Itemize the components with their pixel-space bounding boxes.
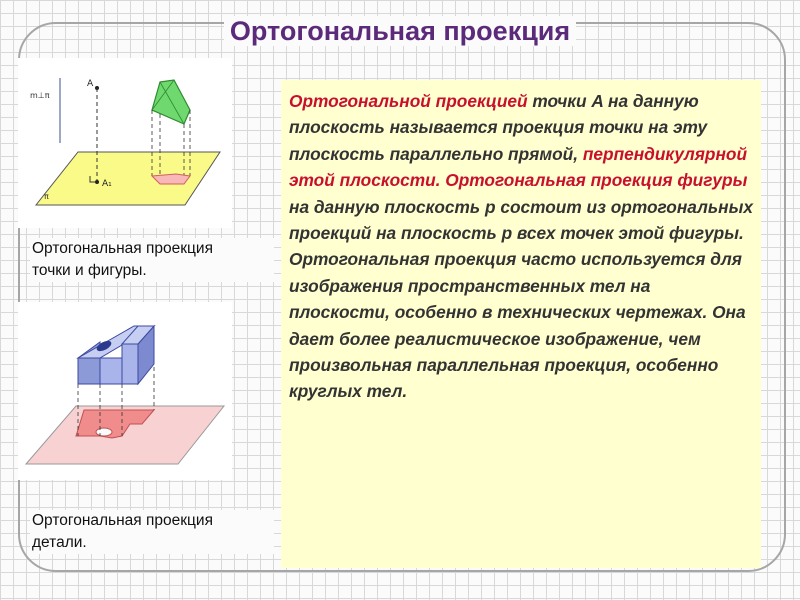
label-point-a1: A₁ <box>102 179 112 189</box>
figure-1-caption-line-1: Ортогональная проекция <box>32 240 213 257</box>
block-front-low <box>100 358 122 384</box>
definition-paragraph <box>289 88 755 246</box>
definition-highlight: перпендикулярной этой плоскости. Ортогональная проекция фигуры <box>289 143 748 191</box>
figure-1-caption-line-2: точки и фигуры. <box>32 262 147 279</box>
diagram-1-svg <box>18 58 232 228</box>
point-figure-projection-diagram <box>18 58 232 228</box>
definition-textbox <box>281 80 761 568</box>
figure-2-caption-line-2: детали. <box>32 534 87 551</box>
part-projection-diagram <box>18 302 232 480</box>
definition-text-2: на данную плоскость p состоит из ортогональных проекций на плоскость p всех точек этой фигуры. <box>289 196 753 244</box>
usage-paragraph: Ортогональная проекция часто используется для изображения пространственных тел на плоскости, особенно в технических чертежах. Она дает более реалистическое изображение, чем произвольная параллельная проекция, особенно круглых тел. <box>289 249 746 402</box>
definition-term: Ортогональной проекцией <box>289 91 528 111</box>
definition-text-1: точки A на данную плоскость называется проекция точки на эту плоскость параллельно прямой, <box>289 91 708 164</box>
label-plane: π <box>44 192 49 201</box>
block-front-high <box>122 344 138 384</box>
diagram-2-svg <box>18 302 232 480</box>
label-plane-perp: m⊥π <box>30 91 50 100</box>
figure-1-caption <box>30 238 274 282</box>
figure-2-caption <box>30 510 274 554</box>
projection-hole <box>96 428 112 436</box>
plane-pi <box>36 152 220 205</box>
figure-2-caption-line-1: Ортогональная проекция <box>32 512 213 529</box>
page-title: Ортогональная проекция <box>0 16 800 47</box>
label-point-a: A <box>87 79 94 89</box>
